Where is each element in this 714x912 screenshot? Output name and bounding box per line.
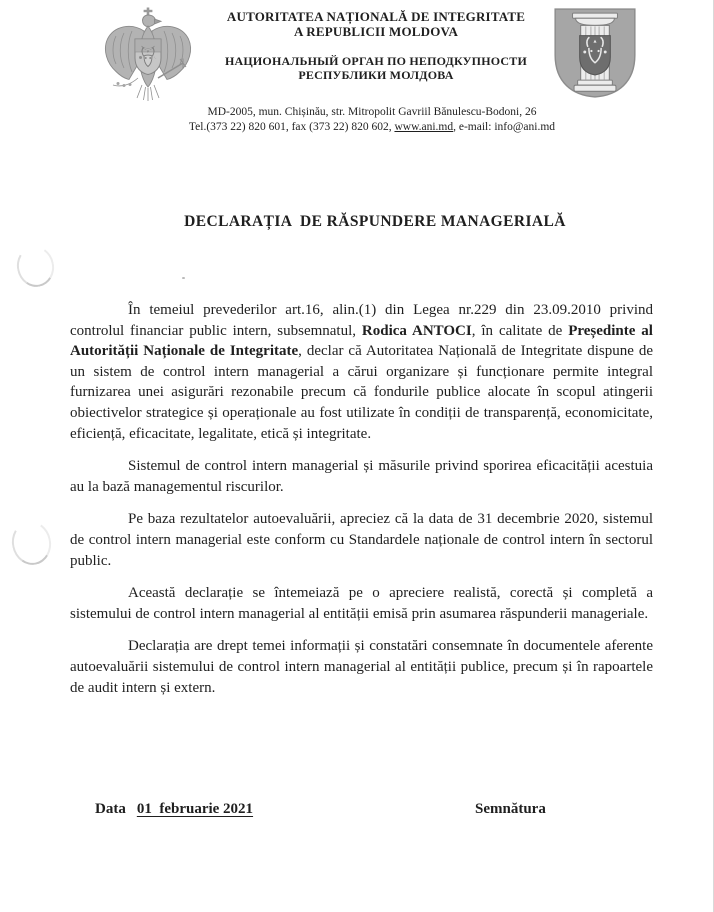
p1-intro: În temeiul prevederilor art.16, alin.(1) din Legea nr.229 din 23.09.2010 privind controlul financiar public intern, subsemnatul, xyxy=(70,302,653,339)
document-title: DECLARAȚIA DE RĂSPUNDERE MANAGERIALĂ xyxy=(184,213,566,230)
paragraph-self-assessment: Pe baza rezultatelor autoevaluării, apreciez că la data de 31 decembrie 2020, sistemul de control intern managerial este conform cu Standardele naționale de control intern în sectorul public. xyxy=(70,511,653,569)
date-field xyxy=(95,801,253,818)
address-line: MD-2005, mun. Chișinău, str. Mitropolit Gavriil Bănulescu-Bodoni, 26 xyxy=(207,106,537,118)
moldova-coat-of-arms-icon xyxy=(97,6,199,106)
org-name-ru-line2: РЕСПУБЛИКИ МОЛДОВА xyxy=(298,68,454,82)
org-name-ro-line1: AUTORITATEA NAȚIONALĂ DE INTEGRITATE xyxy=(226,9,526,24)
contact-line xyxy=(130,120,614,135)
contact-info xyxy=(130,105,614,134)
signature-label: Semnătura xyxy=(475,801,546,817)
org-name-romanian xyxy=(200,10,552,39)
org-name-ro-line2: A REPUBLICII MOLDOVA xyxy=(293,23,459,39)
letterhead-titles xyxy=(200,10,552,82)
p1-rest: , declar că Autoritatea Națională de Integritate dispune de un sistem de control intern managerial a cărui organizare și funcționare permite integral furnizarea unei asigurări rezonabile precum că fondurile publice alocate în scopul atingerii obiectivelor strategice și operaționale au fost utilizate în condiții de transparență, economicitate, eficiență, eficacitate, legalitate, etică și integritate. xyxy=(70,343,653,442)
paragraph-supporting-documents: Declarația are drept temei informații și constatări consemnate în documentele aferente autoevaluării sistemului de control intern managerial al entității publice, precum și în rapoartele de audit intern și extern. xyxy=(70,638,653,696)
punch-hole-mark xyxy=(8,517,55,568)
org-name-russian xyxy=(200,54,552,82)
paragraph-legal-basis xyxy=(70,300,653,444)
email-text: , e-mail: info@ani.md xyxy=(453,120,556,133)
p1-middle: , în calitate de xyxy=(471,322,569,339)
punch-hole-mark xyxy=(13,243,58,291)
org-name-ru-line1: НАЦИОНАЛЬНЫЙ ОРГАН ПО НЕПОДКУПНОСТИ xyxy=(224,54,528,68)
date-label: Data xyxy=(95,801,126,817)
document-body xyxy=(70,300,653,710)
website-link: www.ani.md xyxy=(394,120,454,133)
paragraph-risk-management: Sistemul de control intern managerial și măsurile privind sporirea eficacității acestuia au la bază managementul riscurilor. xyxy=(70,458,653,495)
declarant-position: Președinte al Autorității Naționale de Integritate xyxy=(70,322,653,360)
paragraph-declaration-basis: Această declarație se întemeiază pe o apreciere realistă, corectă și completă a sistemului de control intern managerial al entității emisă prin asumarea răspunderii manageriale. xyxy=(70,585,653,622)
phone-fax-text: Tel.(373 22) 820 601, fax (373 22) 820 602, xyxy=(188,120,395,133)
declarant-name: Rodica ANTOCI xyxy=(361,322,472,339)
date-value: 01 februarie 2021 xyxy=(136,801,254,817)
scan-speck xyxy=(182,277,185,279)
ani-emblem-icon xyxy=(552,6,638,100)
